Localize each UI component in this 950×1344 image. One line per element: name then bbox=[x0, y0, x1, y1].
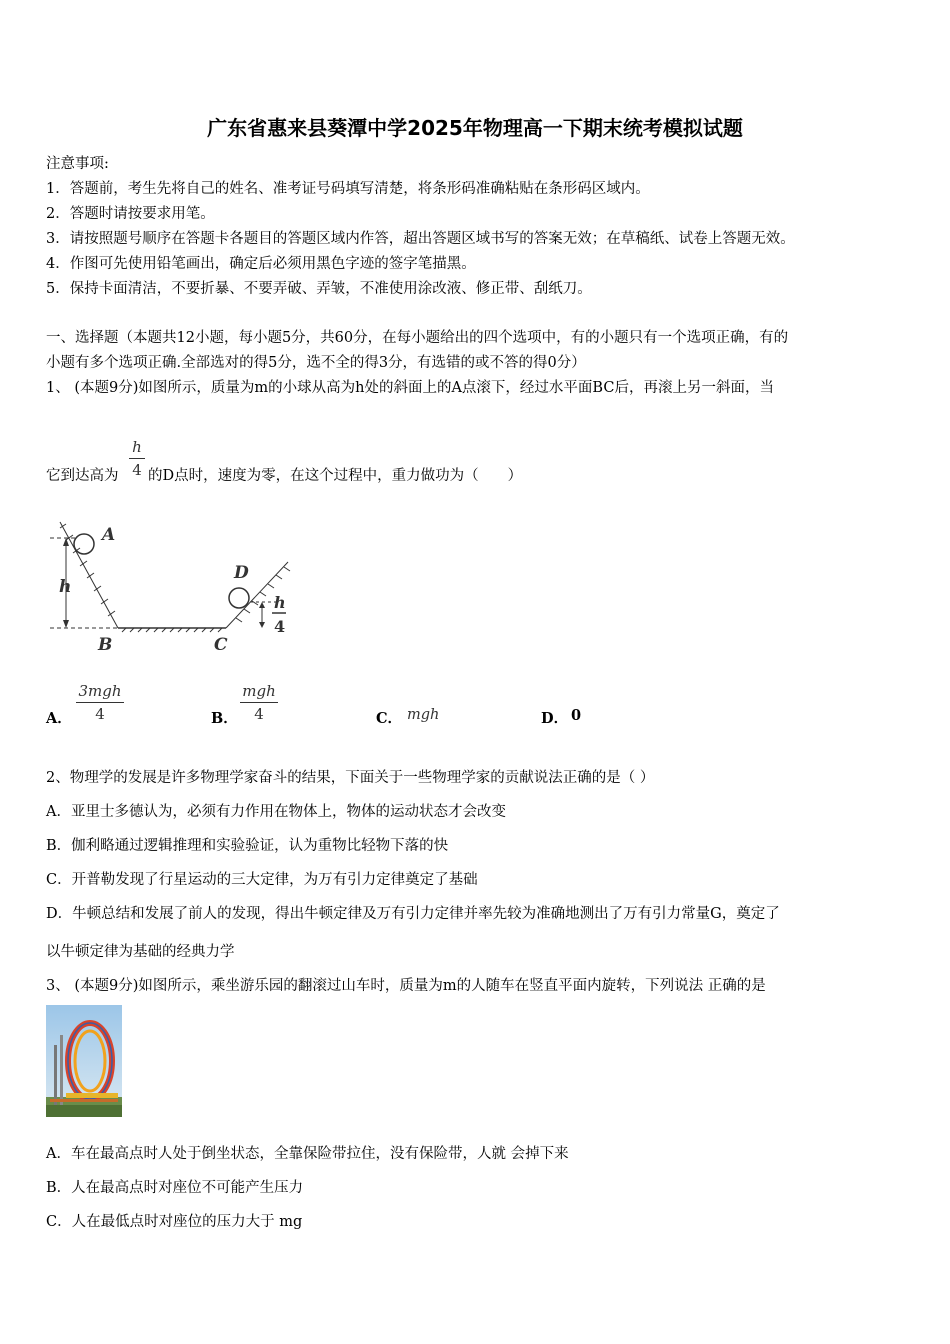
q2-stem: 2、物理学的发展是许多物理学家奋斗的结果，下面关于一些物理学家的贡献说法正确的是（ ） bbox=[46, 770, 655, 786]
q1-option-d-letter: D． bbox=[541, 710, 569, 727]
fraction-numerator: 3mgh bbox=[78, 682, 122, 700]
q1-option-d-value: 0 bbox=[571, 707, 582, 724]
q1-stem-line1: 1、 (本题9分)如图所示，质量为m的小球从高为h处的斜面上的A点滚下，经过水平面BC后，再滚上另一斜面，当 bbox=[46, 380, 774, 396]
q3-stem: 3、 (本题9分)如图所示，乘坐游乐园的翻滚过山车时，质量为m的人随车在竖直平面内旋转，下列说法 正确的是 bbox=[46, 978, 766, 994]
q1-stem-line2-post: 的D点时，速度为零，在这个过程中，重力做功为（ ） bbox=[148, 468, 523, 484]
q1-option-b-letter: B． bbox=[211, 710, 238, 727]
label-a: A bbox=[102, 525, 116, 545]
q3-option-a: A．车在最高点时人处于倒坐状态，全靠保险带拉住，没有保险带，人就 会掉下来 bbox=[46, 1146, 569, 1162]
q2-option-d-cont: 以牛顿定律为基础的经典力学 bbox=[46, 944, 235, 960]
q3-option-c: C．人在最低点时对座位的压力大于 mg bbox=[46, 1214, 303, 1230]
roller-coaster-photo bbox=[46, 1005, 122, 1117]
notice-heading: 注意事项: bbox=[46, 156, 109, 172]
fraction-numerator: h bbox=[132, 438, 142, 456]
q2-option-b: B．伽利略通过逻辑推理和实验验证，认为重物比轻物下落的快 bbox=[46, 838, 449, 854]
notice-item: 4．作图可先使用铅笔画出，确定后必须用黑色字迹的签字笔描黑。 bbox=[46, 256, 476, 272]
ball-at-d bbox=[229, 588, 249, 608]
notice-item: 1．答题前，考生先将自己的姓名、准考证号码填写清楚，将条形码准确粘贴在条形码区域内。 bbox=[46, 181, 650, 197]
q3-option-b: B．人在最高点时对座位不可能产生压力 bbox=[46, 1180, 304, 1196]
label-h4-denominator: 4 bbox=[274, 617, 286, 636]
fraction-numerator: mgh bbox=[242, 682, 276, 700]
label-d: D bbox=[234, 563, 249, 583]
q1-option-c-value: mgh bbox=[407, 707, 440, 723]
q1-option-b-fraction bbox=[240, 682, 278, 723]
q1-option-c-letter: C． bbox=[376, 710, 403, 727]
fraction-denominator: 4 bbox=[95, 705, 105, 723]
q2-option-d: D．牛顿总结和发展了前人的发现，得出牛顿定律及万有引力定律并率先较为准确地测出了万有引力常量G，奠定了 bbox=[46, 906, 780, 922]
page-title: 广东省惠来县葵潭中学2025年物理高一下期末统考模拟试题 bbox=[207, 116, 743, 140]
q2-option-c: C．开普勒发现了行星运动的三大定律，为万有引力定律奠定了基础 bbox=[46, 872, 478, 888]
q1-fraction-h-over-4 bbox=[129, 438, 145, 479]
label-h4-numerator: h bbox=[274, 593, 286, 612]
notice-item: 2．答题时请按要求用笔。 bbox=[46, 206, 215, 222]
q1-option-a-fraction bbox=[76, 682, 124, 723]
notice-item: 5．保持卡面清洁，不要折暴、不要弄破、弄皱，不准使用涂改液、修正带、刮纸刀。 bbox=[46, 281, 592, 297]
label-b: B bbox=[98, 635, 113, 655]
q1-option-a-letter: A． bbox=[46, 710, 72, 727]
notice-item: 3．请按照题号顺序在答题卡各题目的答题区域内作答，超出答题区域书写的答案无效；在草稿纸、试卷上答题无效。 bbox=[46, 231, 795, 247]
label-h: h bbox=[59, 577, 72, 597]
q1-stem-line2-pre: 它到达高为 bbox=[46, 468, 119, 484]
label-c: C bbox=[214, 635, 228, 655]
section-heading-line1: 一、选择题（本题共12小题，每小题5分，共60分，在每小题给出的四个选项中，有的小题只有一个选项正确，有的 bbox=[46, 330, 789, 346]
ball-at-a bbox=[74, 534, 94, 554]
fraction-denominator: 4 bbox=[132, 461, 142, 479]
q2-option-a: A．亚里士多德认为，必须有力作用在物体上，物体的运动状态才会改变 bbox=[46, 804, 506, 820]
fraction-denominator: 4 bbox=[254, 705, 264, 723]
section-heading-line2: 小题有多个选项正确.全部选对的得5分，选不全的得3分，有选错的或不答的得0分） bbox=[46, 355, 586, 371]
q1-figure bbox=[46, 518, 296, 658]
